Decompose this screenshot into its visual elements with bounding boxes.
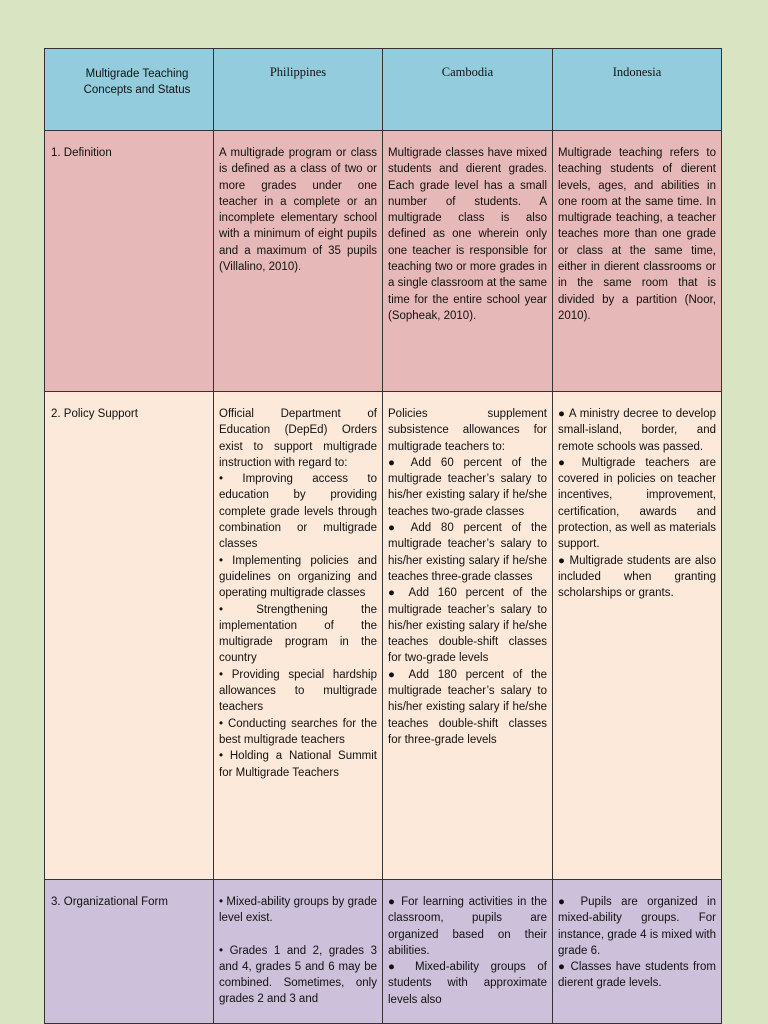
cell-org-cambodia [383, 880, 553, 1024]
header-indonesia: Indonesia [553, 49, 722, 131]
cell-definition-cambodia [383, 131, 553, 392]
header-cambodia: Cambodia [383, 49, 553, 131]
row-label-policy-support: 2. Policy Support [45, 392, 214, 880]
cell-policy-indonesia [553, 392, 722, 880]
cell-paragraph: Official Department of Education (DepEd) Orders exist to support multigrade instruction with regard to: [219, 408, 377, 469]
header-philippines: Philippines [214, 49, 383, 131]
comparison-table [44, 48, 722, 1024]
bullet-item: • Grades 1 and 2, grades 3 and 4, grades 5 and 6 may be combined. Sometimes, only grades 2 and 3 and [219, 944, 377, 1006]
table-row-policy-support [45, 392, 722, 880]
bullet-item: ● Pupils are organized in mixed-ability groups. For instance, grade 4 is mixed with grade 6. [558, 896, 716, 957]
bullet-item: • Improving access to education by providing complete grade levels through combination or multigrade classes [219, 473, 377, 551]
bullet-item: ● For learning activities in the classroom, pupils are organized based on their abilities. [388, 896, 547, 957]
bullet-item: • Providing special hardship allowances to multigrade teachers [219, 668, 377, 714]
bullet-item: ● Mixed-ability groups of students with approximate levels also [388, 961, 547, 1006]
bullet-item: ● Multigrade teachers are covered in policies on teacher incentives, improvement, certification, awards and protection, as well as materials support. [558, 456, 716, 551]
cell-policy-philippines [214, 392, 383, 880]
cell-org-indonesia [553, 880, 722, 1024]
cell-policy-cambodia [383, 392, 553, 880]
bullet-item: ● Add 180 percent of the multigrade teacher’s salary to his/her existing salary if he/she teaches double-shift classes for three-grade levels [388, 668, 547, 746]
bullet-item: ● A ministry decree to develop small-island, border, and remote schools was passed. [558, 408, 716, 453]
cell-paragraph: Multigrade classes have mixed students and dierent grades. Each grade level has a small number of students. A multigrade class is also defined as one wherein only one teacher is responsible for teaching two or more grades in a single classroom at the same time for the entire school year (Sopheak, 2010). [388, 147, 547, 322]
cell-org-philippines [214, 880, 383, 1024]
table-row-definition [45, 131, 722, 392]
cell-paragraph: Policies supplement subsistence allowances for multigrade teachers to: [388, 408, 547, 453]
cell-definition-philippines [214, 131, 383, 392]
cell-paragraph: A multigrade program or class is defined as a class of two or more grades under one teacher in a complete or an incomplete elementary school with a minimum of eight pupils and a maximum of 35 pupils (Villalino, 2010). [219, 147, 377, 274]
bullet-item: • Holding a National Summit for Multigrade Teachers [219, 750, 377, 779]
bullet-item: • Conducting searches for the best multigrade teachers [219, 717, 377, 746]
bullet-item: ● Add 80 percent of the multigrade teacher’s salary to his/her existing salary if he/she teaches three-grade classes [388, 522, 547, 583]
row-label-definition: 1. Definition [45, 131, 214, 392]
bullet-item: • Strengthening the implementation of the multigrade program in the country [219, 603, 377, 665]
bullet-item: ● Classes have students from dierent grade levels. [558, 961, 716, 990]
cell-definition-indonesia [553, 131, 722, 392]
bullet-item: • Implementing policies and guidelines on organizing and operating multigrade classes [219, 554, 377, 600]
header-row [45, 49, 722, 131]
bullet-item: • Mixed-ability groups by grade level exist. [219, 896, 377, 925]
header-concept: Multigrade Teaching Concepts and Status [45, 49, 214, 131]
bullet-item: ● Multigrade students are also included when granting scholarships or grants. [558, 554, 716, 600]
bullet-item: ● Add 60 percent of the multigrade teacher’s salary to his/her existing salary if he/she teaches two-grade classes [388, 456, 547, 518]
table-row-organizational-form [45, 880, 722, 1024]
cell-paragraph: Multigrade teaching refers to teaching students of dierent levels, ages, and abilities in one room at the same time. In multigrade teaching, a teacher teaches more than one grade or class at the same time, either in dierent classrooms or in the same room that is divided by a partition (Noor, 2010). [558, 147, 716, 322]
bullet-item: ● Add 160 percent of the multigrade teacher’s salary to his/her existing salary if he/she teaches double-shift classes for two-grade levels [388, 587, 547, 665]
row-label-organizational-form: 3. Organizational Form [45, 880, 214, 1024]
